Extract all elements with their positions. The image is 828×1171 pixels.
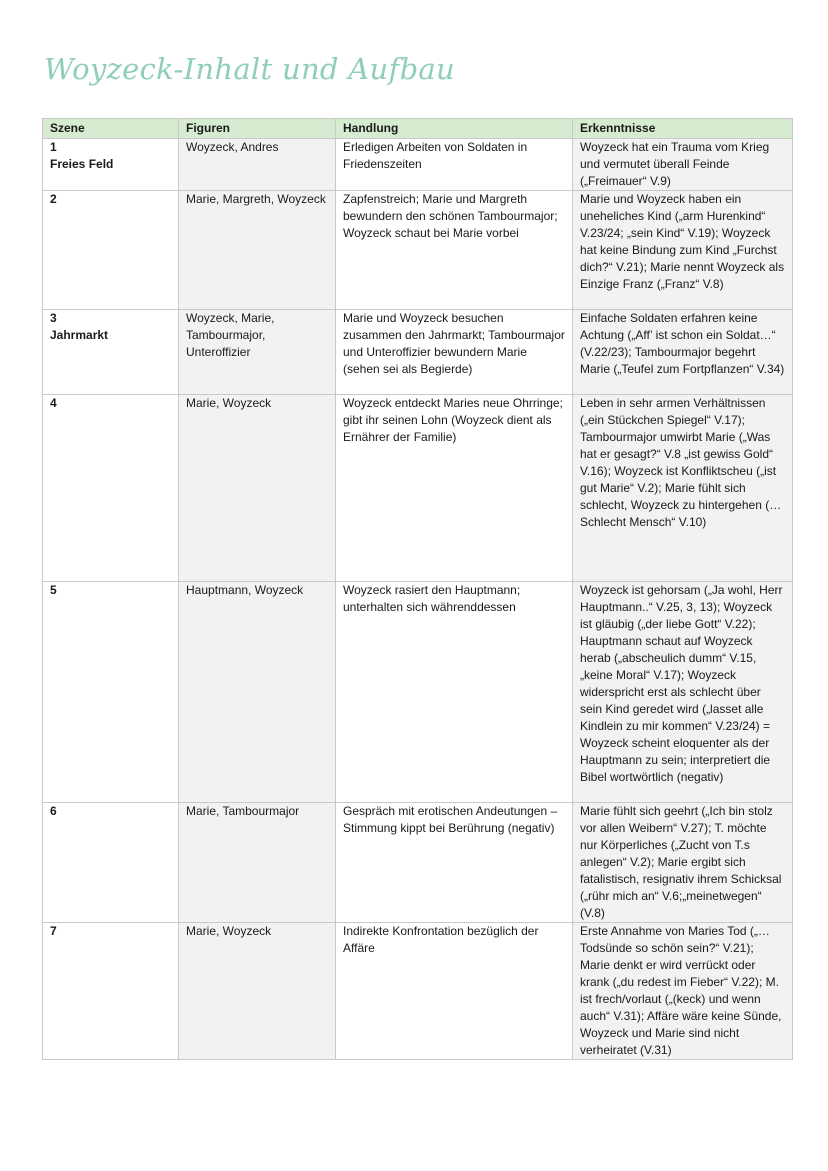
table-row — [43, 923, 793, 1060]
cell-handlung: Indirekte Konfrontation bezüglich der Affäre — [336, 923, 573, 1060]
scene-number: 2 — [50, 192, 57, 206]
table-row — [43, 395, 793, 582]
table-header-row — [43, 119, 793, 139]
cell-figuren: Marie, Woyzeck — [179, 923, 336, 1060]
cell-figuren: Marie, Margreth, Woyzeck — [179, 191, 336, 310]
cell-handlung: Woyzeck rasiert den Hauptmann; unterhalten sich währenddessen — [336, 582, 573, 803]
cell-figuren: Woyzeck, Andres — [179, 139, 336, 191]
cell-szene — [43, 310, 179, 395]
cell-szene — [43, 923, 179, 1060]
cell-figuren: Woyzeck, Marie, Tambourmajor, Unteroffizier — [179, 310, 336, 395]
cell-szene — [43, 395, 179, 582]
scene-number: 7 — [50, 924, 57, 938]
cell-szene — [43, 191, 179, 310]
scene-table — [42, 118, 793, 1060]
scene-number: 5 — [50, 583, 57, 597]
page-title: Woyzeck-Inhalt und Aufbau — [44, 52, 455, 86]
table-row — [43, 803, 793, 923]
cell-szene — [43, 803, 179, 923]
table-row — [43, 139, 793, 191]
cell-handlung: Zapfenstreich; Marie und Margreth bewundern den schönen Tambourmajor; Woyzeck schaut bei Marie vorbei — [336, 191, 573, 310]
cell-handlung: Erledigen Arbeiten von Soldaten in Friedenszeiten — [336, 139, 573, 191]
table-row — [43, 310, 793, 395]
cell-handlung: Woyzeck entdeckt Maries neue Ohrringe; gibt ihr seinen Lohn (Woyzeck dient als Ernährer der Familie) — [336, 395, 573, 582]
scene-name: Jahrmarkt — [50, 328, 109, 342]
header-erkenntnisse: Erkenntnisse — [573, 119, 793, 139]
cell-erkenntnisse: Leben in sehr armen Verhältnissen („ein Stückchen Spiegel“ V.17); Tambourmajor umwirbt Marie („Was hat er gesagt?“ V.8 „ist gewiss Gold“ V.16); Woyzeck ist Konfliktscheu („ist gut Marie“ V.2); Marie fühlt sich schlecht, Woyzeck zu hintergehen (…Schlecht Mensch“ V.10) — [573, 395, 793, 582]
scene-number: 6 — [50, 804, 57, 818]
cell-erkenntnisse: Woyzeck ist gehorsam („Ja wohl, Herr Hauptmann..“ V.25, 3, 13); Woyzeck ist gläubig („der liebe Gott“ V.22); Hauptmann schaut auf Woyzeck herab („abscheulich dumm“ V.15, „keine Moral“ V.17); Woyzeck widerspricht erst als schlecht über sein Kind geredet wird („lasset alle Kindlein zu mir kommen“ V.23/24) = Woyzeck scheint eloquenter als der Hauptmann zu sein; interpretiert die Bibel wortwörtlich (negativ) — [573, 582, 793, 803]
scene-number: 4 — [50, 396, 57, 410]
cell-figuren: Marie, Tambourmajor — [179, 803, 336, 923]
cell-erkenntnisse: Woyzeck hat ein Trauma vom Krieg und vermutet überall Feinde („Freimauer“ V.9) — [573, 139, 793, 191]
cell-figuren: Marie, Woyzeck — [179, 395, 336, 582]
scene-number: 1 — [50, 140, 57, 154]
cell-figuren: Hauptmann, Woyzeck — [179, 582, 336, 803]
table-row — [43, 582, 793, 803]
scene-number: 3 — [50, 311, 57, 325]
cell-erkenntnisse: Marie und Woyzeck haben ein uneheliches Kind („arm Hurenkind“ V.23/24; „sein Kind“ V.19); Woyzeck hat keine Bindung zum Kind „Furchst dich?“ V.21); Marie nennt Woyzeck als Einzige Franz („Franz“ V.8) — [573, 191, 793, 310]
cell-handlung: Gespräch mit erotischen Andeutungen – Stimmung kippt bei Berührung (negativ) — [336, 803, 573, 923]
table-row — [43, 191, 793, 310]
scene-name: Freies Feld — [50, 157, 114, 171]
cell-szene — [43, 139, 179, 191]
cell-szene — [43, 582, 179, 803]
cell-erkenntnisse: Einfache Soldaten erfahren keine Achtung („Aff’ ist schon ein Soldat…“ (V.22/23); Tambourmajor begehrt Marie („Teufel zum Fortpflanzen“ V.34) — [573, 310, 793, 395]
header-figuren: Figuren — [179, 119, 336, 139]
cell-erkenntnisse: Marie fühlt sich geehrt („Ich bin stolz vor allen Weibern“ V.27); T. möchte nur Körperliches („Zucht von T.s anlegen“ V.2); Marie ergibt sich fatalistisch, resignativ ihrem Schicksal („rühr mich an“ V.6;„meinetwegen“ (V.8) — [573, 803, 793, 923]
header-szene: Szene — [43, 119, 179, 139]
header-handlung: Handlung — [336, 119, 573, 139]
cell-erkenntnisse: Erste Annahme von Maries Tod („…Todsünde so schön sein?“ V.21); Marie denkt er wird verrückt oder krank („du redest im Fieber“ V.22); M. ist frech/vorlaut („(keck) und wenn auch“ V.31); Affäre wäre keine Sünde, Woyzeck und Marie sind nicht verheiratet (V.31) — [573, 923, 793, 1060]
cell-handlung: Marie und Woyzeck besuchen zusammen den Jahrmarkt; Tambourmajor und Unteroffizier bewundern Marie (sehen sei als Begierde) — [336, 310, 573, 395]
